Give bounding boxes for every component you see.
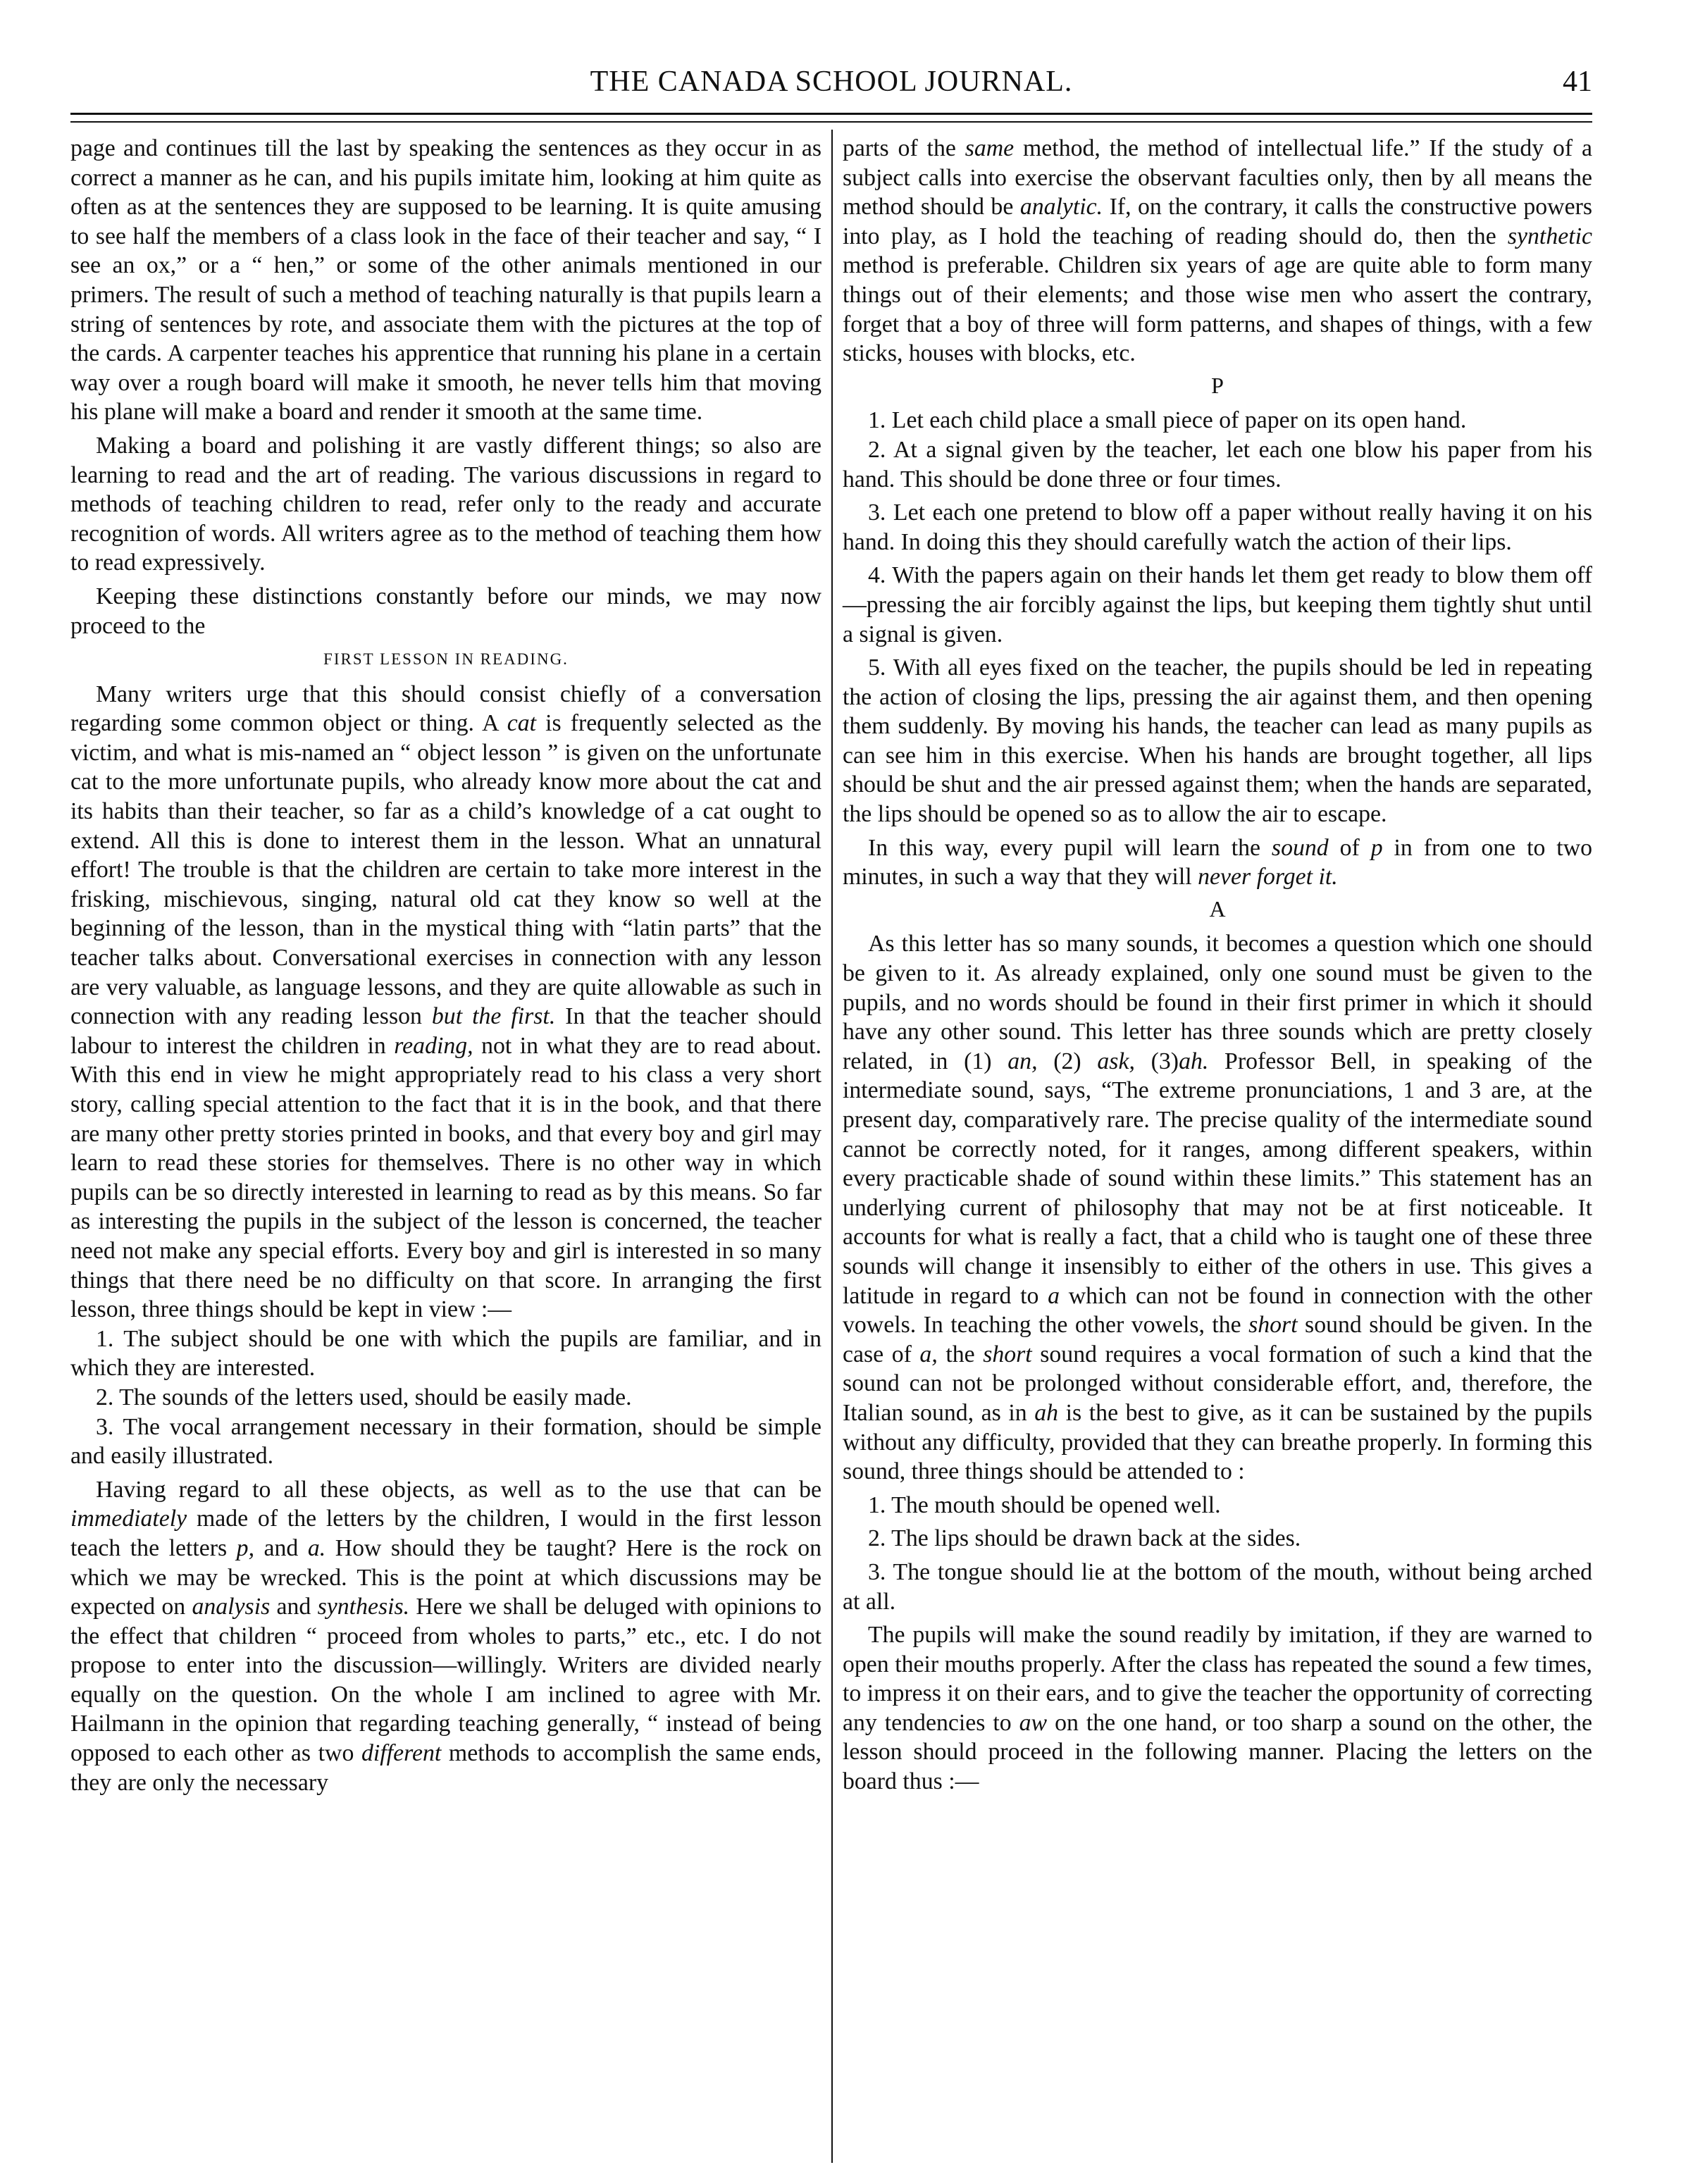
letter-heading-p: P	[1211, 372, 1224, 398]
paragraph: Keeping these distinctions constantly before our minds, we may now proceed to the	[70, 583, 821, 639]
list-item: 3. The tongue should lie at the bottom of the mouth, without being arched at all.	[843, 1558, 1592, 1615]
list-item: 1. Let each child place a small piece of paper on its open hand.	[868, 407, 1467, 434]
left-column	[70, 134, 821, 1797]
list-item: 2. At a signal given by the teacher, let each one blow his paper from his hand. This should be done three or four times.	[843, 436, 1592, 492]
paragraph: The pupils will make the sound readily by imitation, if they are warned to open their mouths properly. After the class has repeated the sound a few times, to impress it on their ears, and to give the teacher the opportunity of correcting any tendencies to aw on the one hand, or too sharp a sound on the other, the lesson should proceed in the following manner. Placing the letters on the board thus :—	[843, 1622, 1592, 1795]
page-header	[70, 65, 1592, 107]
letter-heading-a: A	[1209, 895, 1226, 922]
page-number: 41	[1563, 66, 1592, 98]
list-item: 3. Let each one pretend to blow off a paper without really having it on his hand. In doing this they should carefully watch the action of their lips.	[843, 500, 1592, 555]
list-item: 2. The sounds of the letters used, should be easily made.	[96, 1384, 632, 1410]
paragraph: parts of the same method, the method of intellectual life.” If the study of a subject calls into exercise the observant faculties only, then by all means the method should be analytic. If, on the contrary, it calls the constructive powers into play, as I hold the teaching of reading should do, then the synthetic method is preferable. Children six years of age are quite able to form many things out of their elements; and those wise men who assert the contrary, forget that a boy of three will form patterns, and shapes of things, with a few sticks, houses with blocks, etc.	[843, 135, 1592, 367]
section-heading: FIRST LESSON IN READING.	[323, 650, 569, 669]
column-divider	[831, 130, 833, 2163]
list-item: 2. The lips should be drawn back at the sides.	[868, 1525, 1301, 1552]
right-column	[843, 134, 1592, 1797]
header-rule-bottom	[70, 121, 1592, 123]
paragraph: page and continues till the last by speaking the sentences as they occur in as correct a manner as he can, and his pupils imitate him, looking at him quite as often as at the sentences they are supposed to be learning. It is quite amusing to see half the members of a class look in the face of their teacher and say, “ I see an ox,” or a “ hen,” or some of the other animals mentioned in our primers. The result of such a method of teaching naturally is that pupils learn a string of sentences by rote, and associate them with the pictures at the top of the cards. A carpenter teaches his apprentice that running his plane in a certain way over a rough board will make it smooth, he never tells him that moving his plane will make a board and render it smooth at the same time.	[70, 135, 821, 426]
paragraph: Many writers urge that this should consist chiefly of a conversation regarding some common object or thing. A cat is frequently selected as the victim, and what is mis-named an “ object lesson ” is given on the unfortunate cat to the more unfortunate pupils, who already know more about the cat and its habits than their teacher, so far as a child’s knowledge of a cat ought to extend. All this is done to interest them in the lesson. What an unnatural effort! The trouble is that the children are certain to take more interest in the frisking, mischievous, singing, natural old cat they know so well at the beginning of the lesson, than in the mystical thing with “latin parts” that the teacher talks about. Conversational exercises in connection with any lesson are very valuable, as language lessons, and they are quite allowable as such in connection with any reading lesson but the first. In that the teacher should labour to interest the children in reading, not in what they are to read about. With this end in view he might appropriately read to his class a very short story, calling special attention to the fact that it is in the book, and that there are many other pretty stories printed in books, and that every boy and girl may learn to read these stories for themselves. There is no other way in which pupils can be so directly interested in learning to read as by this means. So far as interesting the pupils in the subject of the lesson is concerned, the teacher need not make any special efforts. Every boy and girl is interested in so many things that there need be no difficulty on that score. In arranging the first lesson, three things should be kept in view :—	[70, 681, 822, 1323]
paragraph: As this letter has so many sounds, it becomes a question which one should be given to it. As already explained, only one sound must be given to the pupils, and no words should be found in their first primer in which it should have any other sound. This letter has three sounds which are pretty closely related, in (1) an, (2) ask, (3)ah. Professor Bell, in speaking of the intermediate sound, says, “The extreme pronunciations, 1 and 3 are, at the present day, comparatively rare. The precise quality of the intermediate sound cannot be correctly noted, for it ranges, among different speakers, within every practicable shade of sound within these limits.” This statement has an underlying current of philosophy that may not be at first noticeable. It accounts for what is really a fact, that a child who is taught one of these three sounds will change it insensibly to either of the others in use. This gives a latitude in regard to a which can not be found in connection with the other vowels. In teaching the other vowels, the short sound should be given. In the case of a, the short sound requires a vocal formation of such a kind that the sound can not be prolonged without considerable effort, and, therefore, the Italian sound, as in ah is the best to give, as it can be sustained by the pupils without any difficulty, provided that they can breathe properly. In forming this sound, three things should be attended to :	[843, 931, 1593, 1485]
list-item: 4. With the papers again on their hands let them get ready to blow them off—pressing the air forcibly against the lips, but keeping them tightly shut until a signal is given.	[843, 562, 1592, 647]
paragraph: Having regard to all these objects, as well as to the use that can be immediately made of the letters by the children, I would in the first lesson teach the letters p, and a. How should they be taught? Here is the rock on which we may be wrecked. This is the point at which discussions may be expected on analysis and synthesis. Here we shall be deluged with opinions to the effect that children “ proceed from wholes to parts,” etc., etc. I do not propose to enter into the discussion—willingly. Writers are divided nearly equally on the question. On the whole I am inclined to agree with Mr. Hailmann in the opinion that regarding teaching generally, “ instead of being opposed to each other as two different methods to accomplish the same ends, they are only the necessary	[70, 1476, 821, 1796]
journal-title: THE CANADA SCHOOL JOURNAL.	[590, 66, 1073, 98]
header-rule-top	[70, 113, 1592, 115]
paragraph: In this way, every pupil will learn the sound of p in from one to two minutes, in such a way that they will never forget it.	[843, 834, 1593, 891]
list-item: 5. With all eyes fixed on the teacher, the pupils should be led in repeating the action of closing the lips, pressing the air against them, and then opening them suddenly. By moving his hands, the teacher can lead as many pupils as can see him in this exercise. When his hands are brought together, all lips should be shut and the air pressed against them; when the hands are separated, the lips should be opened so as to allow the air to escape.	[843, 654, 1592, 828]
list-item: 1. The subject should be one with which the pupils are familiar, and in which they are interested.	[70, 1325, 821, 1382]
list-item: 1. The mouth should be opened well.	[868, 1491, 1221, 1518]
paragraph: Making a board and polishing it are vastly different things; so also are learning to read and the art of reading. The various discussions in regard to methods of teaching children to read, refer only to the ready and accurate recognition of words. All writers agree as to the method of teaching them how to read expressively.	[70, 432, 821, 576]
list-item: 3. The vocal arrangement necessary in their formation, should be simple and easily illustrated.	[70, 1413, 821, 1470]
